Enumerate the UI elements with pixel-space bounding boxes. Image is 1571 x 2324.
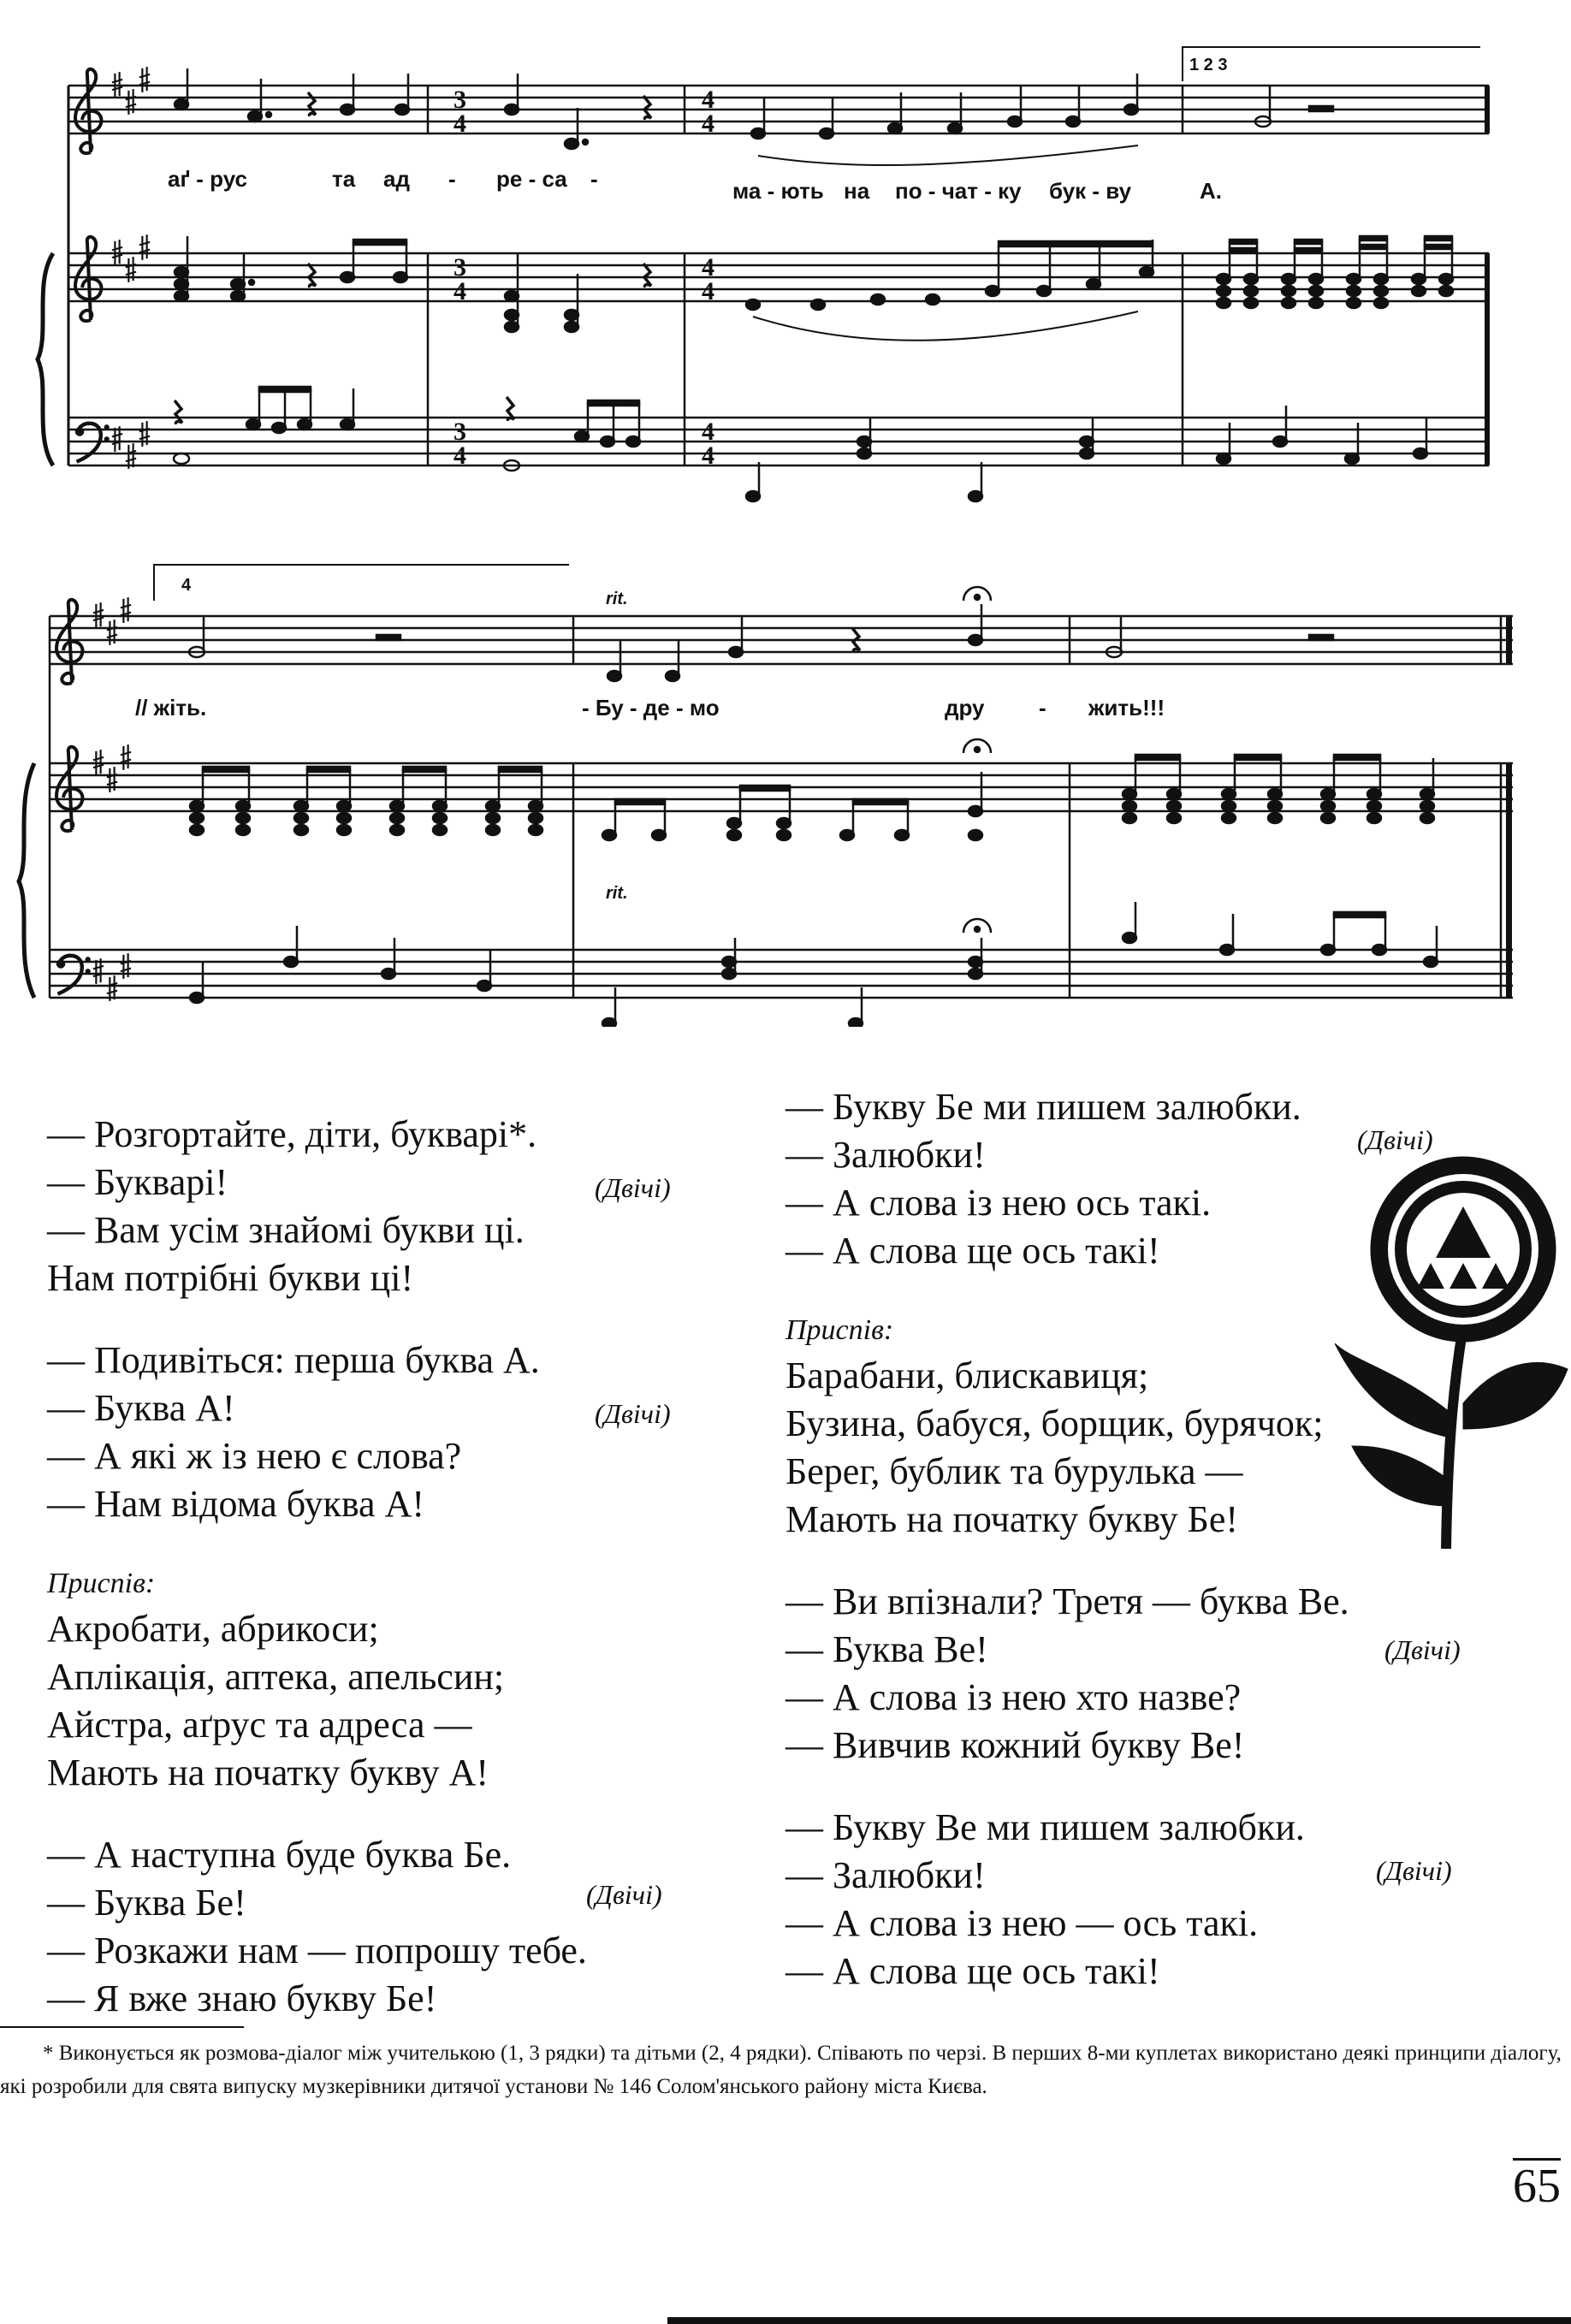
lyrics-left-column	[47, 1111, 732, 2057]
repeat-note: (Двічі)	[1376, 1855, 1452, 1886]
refrain-a: Приспів: Акробати, абрикоси; Аплікація, аптека, апельсин; Айстра, аґрус та адреса — Мають на початку букву А!	[47, 1568, 505, 1793]
svg-text:4: 4	[702, 86, 714, 114]
svg-text:4: 4	[702, 253, 714, 282]
footnote-rule	[0, 2026, 244, 2028]
svg-text:- Бу - де - мо: - Бу - де - мо	[582, 695, 720, 720]
svg-text:4: 4	[702, 442, 714, 470]
svg-text:4: 4	[454, 110, 466, 138]
verse-6: — Букву Ве ми пишем залюбки. — Залюбки! (Двічі) — А слова із нею — ось такі. — А слова ще ось такі!	[786, 1806, 1452, 1992]
piano-brace	[38, 253, 53, 465]
svg-text:4: 4	[454, 277, 466, 305]
svg-text:3: 3	[454, 86, 466, 114]
bottom-edge-bar	[667, 2317, 1571, 2324]
repeat-note: (Двічі)	[1357, 1124, 1433, 1155]
staff-voice	[68, 86, 1489, 133]
lyrics-system-1	[168, 166, 1222, 204]
svg-text:на: на	[844, 178, 870, 204]
svg-text:-: -	[448, 166, 456, 192]
svg-text:// жіть.: // жіть.	[135, 695, 207, 720]
rit-marking-piano: rit.	[606, 884, 628, 903]
music-score	[0, 0, 1571, 1027]
svg-text:по - чат - ку: по - чат - ку	[895, 178, 1022, 204]
svg-text:3: 3	[454, 418, 466, 446]
svg-text:3: 3	[454, 253, 466, 282]
flower-icon	[1335, 1155, 1571, 1557]
svg-text:4: 4	[454, 442, 466, 470]
volta-label: 1 2 3	[1189, 56, 1228, 74]
system-1	[38, 47, 1489, 501]
svg-text:ре - са: ре - са	[496, 166, 567, 192]
measure-number: 4	[181, 576, 192, 595]
svg-text:бук - ву: бук - ву	[1049, 178, 1132, 204]
svg-text:4: 4	[702, 277, 714, 305]
refrain-b: Приспів: Барабани, блискавиця; Бузина, бабуся, борщик, бурячок; Берег, бублик та бурулька — Мають на початку букву Бе!	[786, 1314, 1324, 1540]
system-2	[19, 565, 1513, 1027]
verse-2: — Подивіться: перша буква А. — Буква А! (Двічі) — А які ж із нею є слова? — Нам відома буква А!	[47, 1339, 671, 1525]
footnote: * Виконується як розмова-діалог між учителькою (1, 3 рядки) та дітьми (2, 4 рядки). Співають по черзі. В перших 8-ми куплетах використано деякі принципи діалогу, які розробили для свята випуску музкерівники дитячої установи № 146 Солом'янського району міста Києва.	[0, 2026, 1571, 2103]
page-number: 65	[1513, 2160, 1561, 2213]
svg-text:4: 4	[702, 110, 714, 138]
svg-text:-: -	[1039, 695, 1046, 720]
staff-piano-right	[68, 253, 1489, 301]
repeat-note: (Двічі)	[586, 1879, 662, 1910]
svg-text:жить!!!: жить!!!	[1088, 695, 1165, 720]
svg-text:аґ - рус: аґ - рус	[168, 166, 247, 192]
verse-1: — Розгортайте, діти, букварі*. — Букварі! (Двічі) — Вам усім знайомі букви ці. Нам потрібні букви ці!	[47, 1113, 671, 1299]
repeat-note: (Двічі)	[595, 1398, 671, 1429]
key-signature	[112, 67, 150, 469]
svg-text:ад: ад	[383, 166, 410, 192]
rit-marking: rit.	[606, 590, 628, 608]
volta-bracket	[1183, 47, 1480, 81]
svg-text:4: 4	[702, 418, 714, 446]
svg-text:та: та	[332, 166, 356, 192]
repeat-note: (Двічі)	[1384, 1634, 1461, 1665]
verse-3: — А наступна буде буква Бе. — Буква Бе! (Двічі) — Розкажи нам — попрошу тебе. — Я вже знаю букву Бе!	[47, 1834, 662, 2019]
svg-text:дру: дру	[945, 695, 985, 720]
piano-left-notes	[174, 387, 1427, 501]
verse-5: — Ви впізнали? Третя — буква Ве. — Буква Ве! (Двічі) — А слова із нею хто назве? — Вивчив кожний букву Ве!	[786, 1580, 1461, 1766]
repeat-note: (Двічі)	[595, 1172, 671, 1203]
svg-text:ма - ють: ма - ють	[732, 178, 824, 204]
lyrics-system-2	[135, 695, 1165, 720]
svg-text:А.: А.	[1200, 178, 1222, 204]
piano-right-chords-m4	[1217, 236, 1453, 308]
svg-text:-: -	[590, 166, 598, 192]
verse-4: — Букву Бе ми пишем залюбки. — Залюбки! (Двічі) — А слова із нею ось такі. — А слова ще ось такі!	[786, 1086, 1433, 1272]
